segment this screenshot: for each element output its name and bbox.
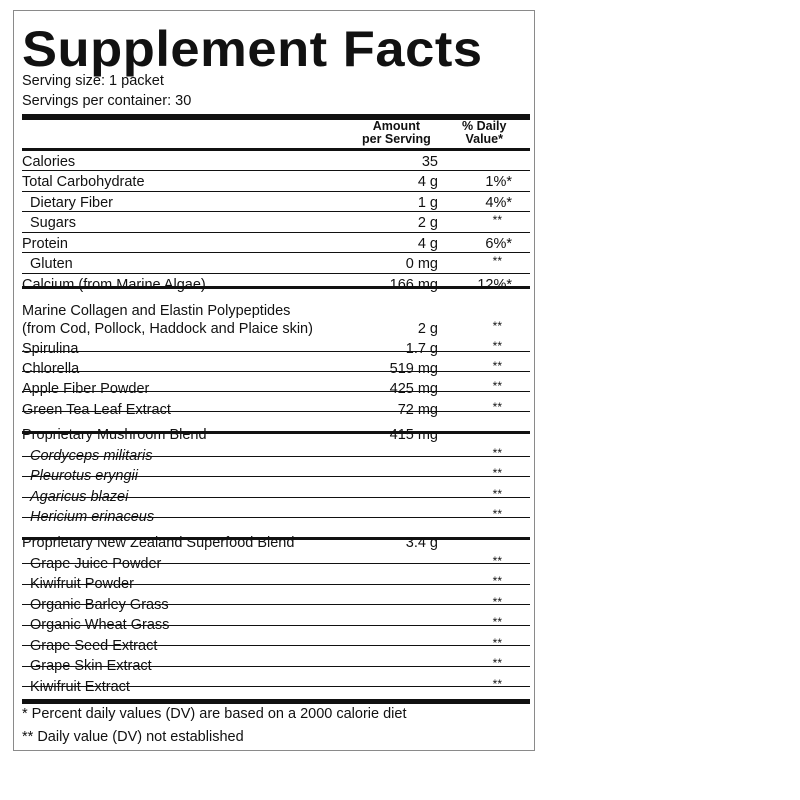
daily-value-percent: ** <box>492 319 502 333</box>
nutrient-name: Cordyceps militaris <box>30 448 153 464</box>
nutrient-name-continued: (from Cod, Pollock, Haddock and Plaice skin) <box>22 321 313 337</box>
amount-per-serving: 1 g <box>417 195 438 211</box>
nutrient-name: Calcium (from Marine Algae) <box>22 277 206 293</box>
daily-value-percent: ** <box>492 446 502 460</box>
row-divider <box>22 273 530 274</box>
daily-value-percent: ** <box>492 359 502 373</box>
nutrient-name: Marine Collagen and Elastin Polypeptides <box>22 303 291 319</box>
nutrient-name: Spirulina <box>22 341 79 357</box>
nutrient-name: Green Tea Leaf Extract <box>22 402 171 418</box>
row-divider <box>22 211 530 212</box>
amount-per-serving: 166 mg <box>389 277 438 293</box>
amount-per-serving-header <box>362 120 431 146</box>
row-divider <box>22 351 530 352</box>
nutrient-name: Organic Barley Grass <box>30 597 169 613</box>
amount-per-serving: 2 g <box>417 215 438 231</box>
servings-per-container: Servings per container: 30 <box>22 93 192 109</box>
column-header-rule <box>22 148 530 151</box>
daily-value-percent: ** <box>492 254 502 268</box>
nutrient-name: Proprietary New Zealand Superfood Blend <box>22 535 295 551</box>
nutrient-name: Pleurotus eryngii <box>30 468 138 484</box>
row-divider <box>22 232 530 233</box>
row-divider <box>22 191 530 192</box>
amount-header-line2: per Serving <box>362 132 431 146</box>
nutrient-name: Gluten <box>30 256 73 272</box>
amount-per-serving: 35 <box>421 154 438 170</box>
amount-per-serving: 72 mg <box>397 402 438 418</box>
amount-per-serving: 4 g <box>417 174 438 190</box>
daily-value-percent: 4%* <box>485 195 512 211</box>
daily-value-percent: 6%* <box>485 236 512 252</box>
nutrient-name: Protein <box>22 236 68 252</box>
nutrient-name: Grape Seed Extract <box>30 638 158 654</box>
amount-per-serving: 425 mg <box>389 381 438 397</box>
daily-value-percent: 1%* <box>485 174 512 190</box>
amount-per-serving: 0 mg <box>405 256 438 272</box>
daily-value-percent: ** <box>492 487 502 501</box>
daily-value-percent: ** <box>492 400 502 414</box>
serving-size: Serving size: 1 packet <box>22 73 164 89</box>
amount-per-serving: 415 mg <box>389 427 438 443</box>
nutrient-name: Apple Fiber Powder <box>22 381 150 397</box>
daily-value-percent: 12%* <box>477 277 512 293</box>
nutrient-name: Organic Wheat Grass <box>30 617 170 633</box>
amount-per-serving: 1.7 g <box>405 341 438 357</box>
daily-value-percent: ** <box>492 339 502 353</box>
nutrient-name: Grape Skin Extract <box>30 658 152 674</box>
nutrient-name: Total Carbohydrate <box>22 174 145 190</box>
nutrient-name: Grape Juice Powder <box>30 556 162 572</box>
daily-value-percent: ** <box>492 615 502 629</box>
amount-header-line1: Amount <box>372 119 420 133</box>
header-thick-rule <box>22 114 530 120</box>
nutrient-name: Chlorella <box>22 361 80 377</box>
dv-header-line2: Value* <box>465 132 503 146</box>
footer-thick-rule <box>22 699 530 704</box>
nutrient-name: Agaricus blazei <box>30 489 129 505</box>
daily-value-percent: ** <box>492 466 502 480</box>
nutrient-name: Calories <box>22 154 76 170</box>
daily-value-percent: ** <box>492 554 502 568</box>
row-divider <box>22 252 530 253</box>
supplement-facts-panel <box>13 10 535 751</box>
daily-value-header <box>462 120 506 146</box>
daily-value-percent: ** <box>492 595 502 609</box>
label-title: Supplement Facts <box>22 21 483 77</box>
dv-header-line1: % Daily <box>462 119 507 133</box>
row-divider <box>22 371 530 372</box>
daily-value-percent: ** <box>492 213 502 227</box>
daily-value-percent: ** <box>492 677 502 691</box>
amount-per-serving: 2 g <box>417 321 438 337</box>
amount-per-serving: 3.4 g <box>405 535 438 551</box>
nutrient-name: Kiwifruit Extract <box>30 679 130 695</box>
daily-value-percent: ** <box>492 507 502 521</box>
amount-per-serving: 4 g <box>417 236 438 252</box>
footnote-dv-not-established: ** Daily value (DV) not established <box>22 729 244 745</box>
nutrient-name: Hericium erinaceus <box>30 509 155 525</box>
daily-value-percent: ** <box>492 379 502 393</box>
nutrient-name: Proprietary Mushroom Blend <box>22 427 207 443</box>
nutrient-name: Kiwifruit Powder <box>30 576 134 592</box>
daily-value-percent: ** <box>492 656 502 670</box>
footnote-percent-dv: * Percent daily values (DV) are based on a 2000 calorie diet <box>22 706 407 722</box>
daily-value-percent: ** <box>492 574 502 588</box>
daily-value-percent: ** <box>492 636 502 650</box>
nutrient-name: Sugars <box>30 215 76 231</box>
amount-per-serving: 519 mg <box>389 361 438 377</box>
row-divider <box>22 170 530 171</box>
nutrient-name: Dietary Fiber <box>30 195 113 211</box>
